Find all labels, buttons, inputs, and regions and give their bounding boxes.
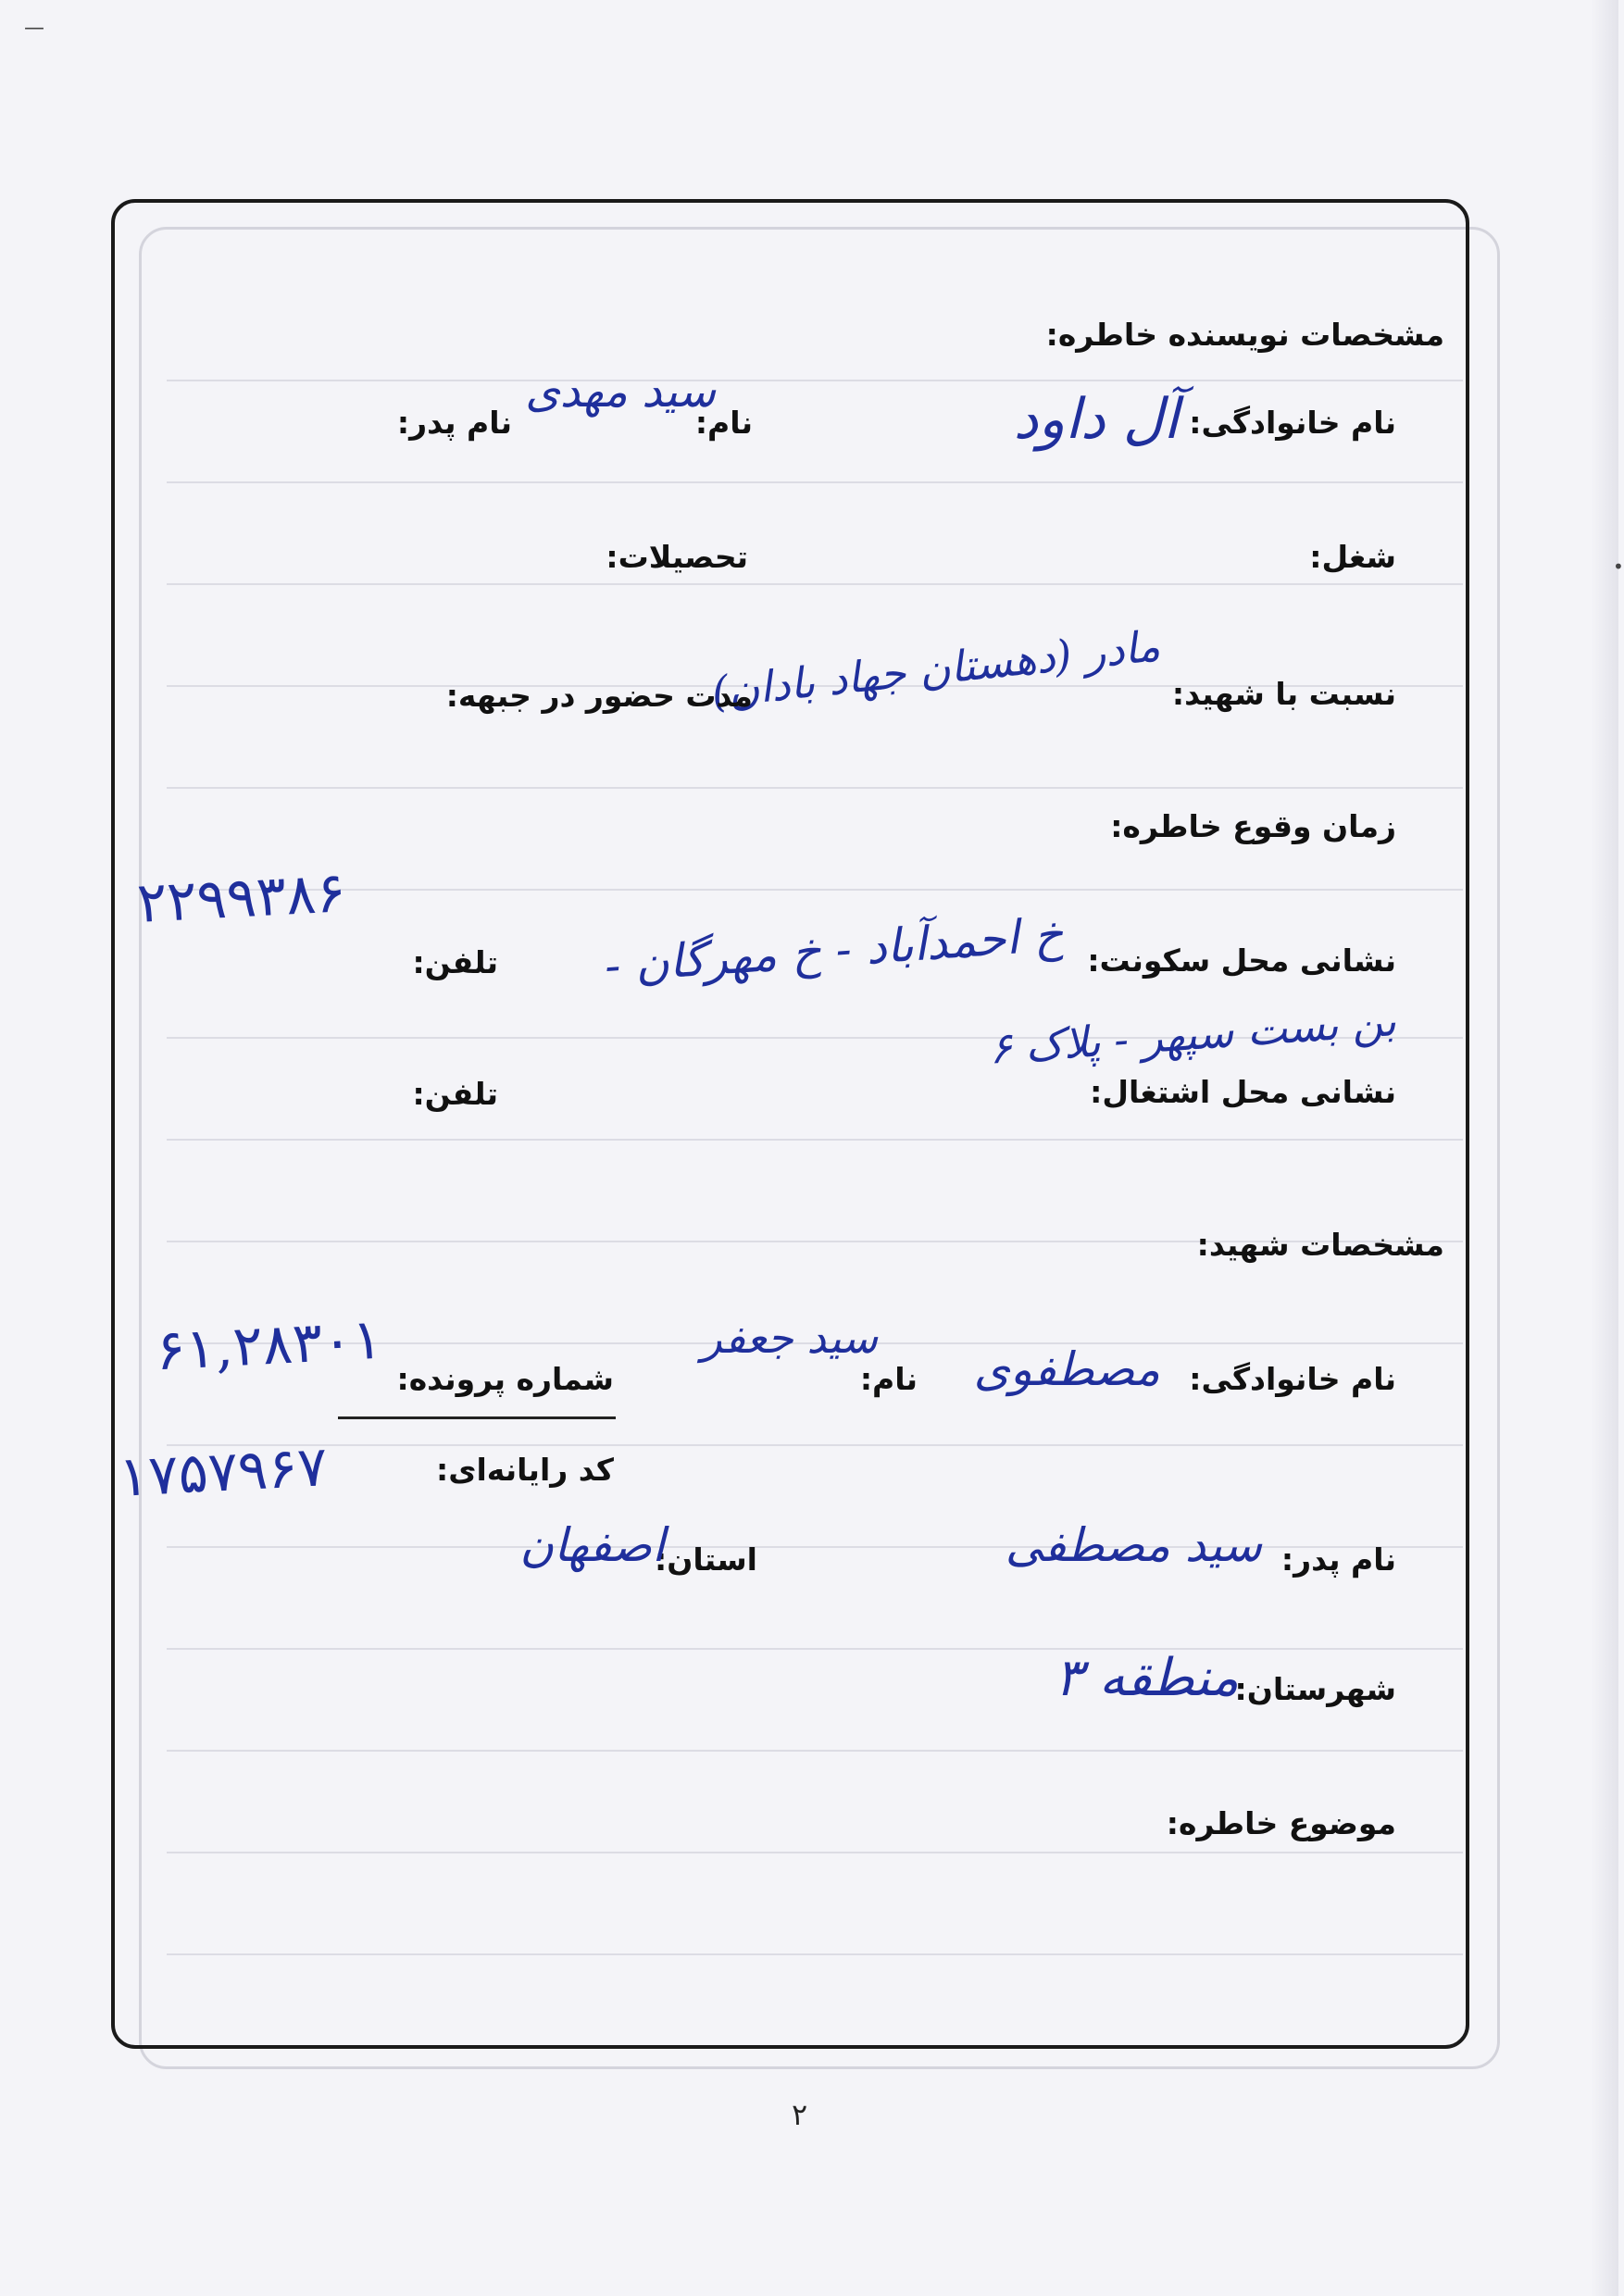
page-number: ۲ — [792, 2097, 808, 2132]
writer-relation-value: مادر (دهستان جهاد بادان) — [709, 620, 1163, 718]
writer-phone-value: ۲۲۹۹۳۸۶ — [135, 860, 348, 936]
writer-job-label: شغل: — [1309, 539, 1396, 575]
writer-work-phone-label: تلفن: — [412, 1076, 498, 1112]
writer-home-address-value-1: خ احمدآباد - خ مهرگان - — [602, 907, 1066, 993]
writer-education-label: تحصیلات: — [606, 539, 748, 575]
writer-name-label: نام: — [694, 405, 753, 441]
writer-section-title: مشخصات نویسنده خاطره: — [1045, 317, 1444, 353]
martyr-file-number-label: شماره پرونده: — [396, 1361, 614, 1397]
form-frame — [111, 199, 1469, 2049]
scan-mark: — — [24, 17, 44, 40]
writer-relation-label: نسبت با شهید: — [1171, 676, 1396, 712]
martyr-name-value: سید جعفر — [701, 1313, 878, 1363]
binding-mark: • — [1613, 555, 1624, 578]
writer-family-label: نام خانوادگی: — [1189, 405, 1396, 441]
writer-home-address-label: نشانی محل سکونت: — [1087, 942, 1396, 979]
martyr-name-label: نام: — [859, 1361, 918, 1397]
writer-work-address-label: نشانی محل اشتغال: — [1090, 1074, 1396, 1110]
martyr-city-label: شهرستان: — [1234, 1671, 1396, 1707]
writer-family-value: آل داود — [1013, 387, 1179, 452]
martyr-father-label: نام پدر: — [1280, 1541, 1396, 1578]
martyr-city-value: منطقه ۳ — [1054, 1648, 1239, 1708]
martyr-file-number-value: ۶۱,۲۸۳۰۱ — [154, 1306, 384, 1384]
writer-phone-label: تلفن: — [412, 944, 498, 980]
page-edge — [1591, 0, 1618, 2296]
martyr-family-label: نام خانوادگی: — [1189, 1361, 1396, 1397]
martyr-section-title: مشخصات شهید: — [1196, 1227, 1444, 1263]
martyr-province-label: استان: — [655, 1541, 757, 1578]
martyr-computer-code-value: ۱۷۵۷۹۶۷ — [117, 1434, 330, 1510]
memory-subject-label: موضوع خاطره: — [1166, 1805, 1396, 1841]
writer-father-label: نام پدر: — [396, 405, 512, 441]
martyr-province-value: اصفهان — [519, 1518, 665, 1572]
writer-memory-time-label: زمان وقوع خاطره: — [1110, 808, 1396, 844]
martyr-computer-code-label: کد رایانه‌ای: — [436, 1452, 614, 1488]
martyr-family-value: مصطفوی — [973, 1342, 1160, 1396]
writer-home-address-value-2: بن بست سپهر - پلاک ۶ — [987, 995, 1398, 1074]
file-number-underline — [338, 1416, 616, 1419]
writer-name-value: سید مهدی — [525, 366, 716, 418]
martyr-father-value: سید مصطفی — [1005, 1518, 1262, 1572]
writer-front-duration-label: مدت حضور در جبهه: — [445, 678, 753, 714]
